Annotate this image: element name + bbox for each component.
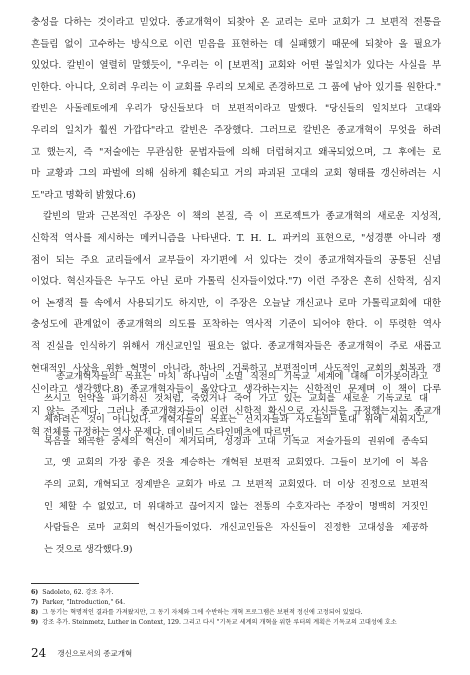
text-line: 이었다. 혁신자들은 누구도 아닌 로마 가톨릭 신자들이었다."7) 이런 주장은 흔히 신학적, 심지	[31, 276, 441, 288]
text-line: 혁 전체를 규정하는 역사 문제다. 데이비드 스타인메츠에 따르면,	[31, 427, 295, 439]
footnote-text: Sadoleto, 62. 강조 추가.	[42, 589, 114, 596]
text-line: 지 않는 주제다. 그러나 종교개혁자들이 이런 신학적 확신으로 자신들을 규정했는지는 종교개	[31, 405, 441, 417]
quote-line: 는 것으로 생각했다.9)	[44, 543, 133, 555]
text-line: 고 했는지, 즉 "저술에는 무관심한 문법자들에 의해 더럽혀지고 왜곡되었으며, 그 후에는 로	[31, 146, 441, 158]
quote-line: 주의 교회, 개혁되고 징계받은 교회가 바로 그 보편적 교회였다. 더 이상 진정으로 보편적	[44, 478, 428, 490]
quote-line: 쓰시고 언약을 파기하신 것처럼, 죽었거나 죽어 가고 있는 교회를 새로운 기독교로 대	[44, 392, 428, 404]
quote-line: 사람들은 로마 교회의 혁신가들이었다. 개신교인들은 자신들이 진정한 고대성을 제공하	[44, 522, 428, 534]
text-line: 흔들림 없이 고수하는 방식으로 이런 믿음을 표현하는 데 실패했기 때문에 되찾아 올 필요가	[31, 38, 441, 50]
footnote-number: 9)	[31, 619, 39, 626]
text-line: 칼빈은 사돌레토에게 우리가 당신들보다 더 보편적이라고 말했다. "당신들의 일치보다 고대와	[31, 103, 441, 115]
text-line: 충성도에 관계없이 종교개혁의 의도를 포착하는 역사적 기준이 되어야 한다. 이 뚜렷한 역사	[31, 319, 441, 331]
text-line: 신이라고 생각했다.8) 종교개혁자들이 옳았다고 생각하는지는 신학적인 문제며 이 책이 다루	[31, 384, 441, 396]
quote-line: 복음을 왜곡한 중세의 혁신이 제거되며, 성경과 고대 기독교 저술가들의 권위에 종속되	[44, 435, 428, 447]
quote-line: 고, 옛 교회의 가장 좋은 것을 계승하는 개혁된 보편적 교회였다. 그들이 보기에 이 복음	[44, 457, 428, 469]
text-line: 신학적 역사를 제시하는 메커니즘을 나타낸다. T. H. L. 파커의 표현으로, "성경뿐 아니라 쟁	[31, 232, 441, 244]
footnote	[31, 588, 441, 598]
footnote-text: 강조 추가. Steinmetz, Luther in Context, 129. 그리고 다시 "기독교 세계의 개혁을 위한 루터의 계획은 기독교의 고대성에 호소	[42, 619, 397, 626]
running-title: 갱신으로서의 종교개혁	[57, 649, 133, 658]
footnote-number: 6)	[31, 589, 39, 596]
quote-line: 인 체할 수 없었고, 더 위대하고 끊어지지 않는 전통의 수호자라는 주장이 명백히 거짓인	[44, 500, 428, 512]
footnote-text: 그 동기는 혁명적인 결과를 가져왔지만, 그 동기 자체와 그에 수반하는 개혁 프로그램은 보편적 정신에 고정되어 있었다.	[42, 609, 363, 616]
footnote-divider	[31, 583, 139, 584]
text-line: 우리의 일치가 훨씬 가깝다"라고 칼빈은 주장했다. 그러므로 칼빈은 종교개혁이 무엇을 하려	[31, 124, 441, 136]
block-quote	[44, 366, 428, 560]
text-line: 칼빈의 말과 근본적인 주장은 이 책의 본질, 즉 이 프로젝트가 종교개혁의 새로운 지성적,	[43, 211, 441, 223]
footnote-text: Parker, "Introduction," 64.	[42, 599, 126, 606]
text-line: 있었다. 칼빈이 열렬히 말했듯이, "우리는 이 [보편적] 교회와 어떤 불일치가 있다는 사실을 부	[31, 60, 441, 72]
text-line: 현대적인 사상을 위한 혁명이 아니라, 하나의 거룩하고 보편적이며 사도적인 교회의 회복과 갱	[31, 362, 441, 374]
page-footer	[31, 644, 132, 660]
footnote-number: 7)	[31, 599, 39, 606]
page-number: 24	[31, 646, 47, 660]
footnote	[31, 608, 441, 618]
quote-line: 종교개혁자들의 목표는 마치 하나님이 소멸 직전의 기독교 세계에 대해 이가봇이라고	[56, 371, 428, 382]
paragraph-1	[31, 12, 441, 206]
footnote	[31, 618, 441, 628]
text-line: 충성을 다하는 것이라고 믿었다. 종교개혁이 되찾아 온 교리는 로마 교회가 그 보편적 전통을	[31, 17, 441, 28]
text-line: 인한다. 아니다, 오히려 우리는 이 교회를 우리의 모체로 존경하므로 그 품에 남아 있기를 원한다."	[31, 81, 441, 93]
footnotes	[31, 588, 441, 628]
text-line: 도"라고 명확히 밝혔다.6)	[31, 189, 136, 201]
quote-line: 체하려는 것이 아니었다. 개혁자들의 목표는 선지자들과 사도들의 토대 위에 세워지고,	[44, 414, 428, 426]
text-line: 적 진실을 인식하기 위해서 개신교인일 필요는 없다. 종교개혁자들은 종교개혁이 주로 새롭고	[31, 340, 441, 352]
text-line: 마 교황과 그의 파벌에 의해 심하게 훼손되고 거의 파괴된 고대의 교회 형태를 갱신하려는 시	[31, 168, 441, 180]
text-line: 점이 되는 주요 교리들에서 교부들이 자기편에 서 있다는 것이 종교개혁자들의 공통된 신념	[31, 254, 441, 266]
footnote	[31, 598, 441, 608]
footnote-number: 8)	[31, 609, 39, 616]
text-line: 어 논쟁적 틀 속에서 사용되기도 하지만, 이 주장은 오늘날 개신교나 로마 가톨릭교회에 대한	[31, 297, 441, 309]
